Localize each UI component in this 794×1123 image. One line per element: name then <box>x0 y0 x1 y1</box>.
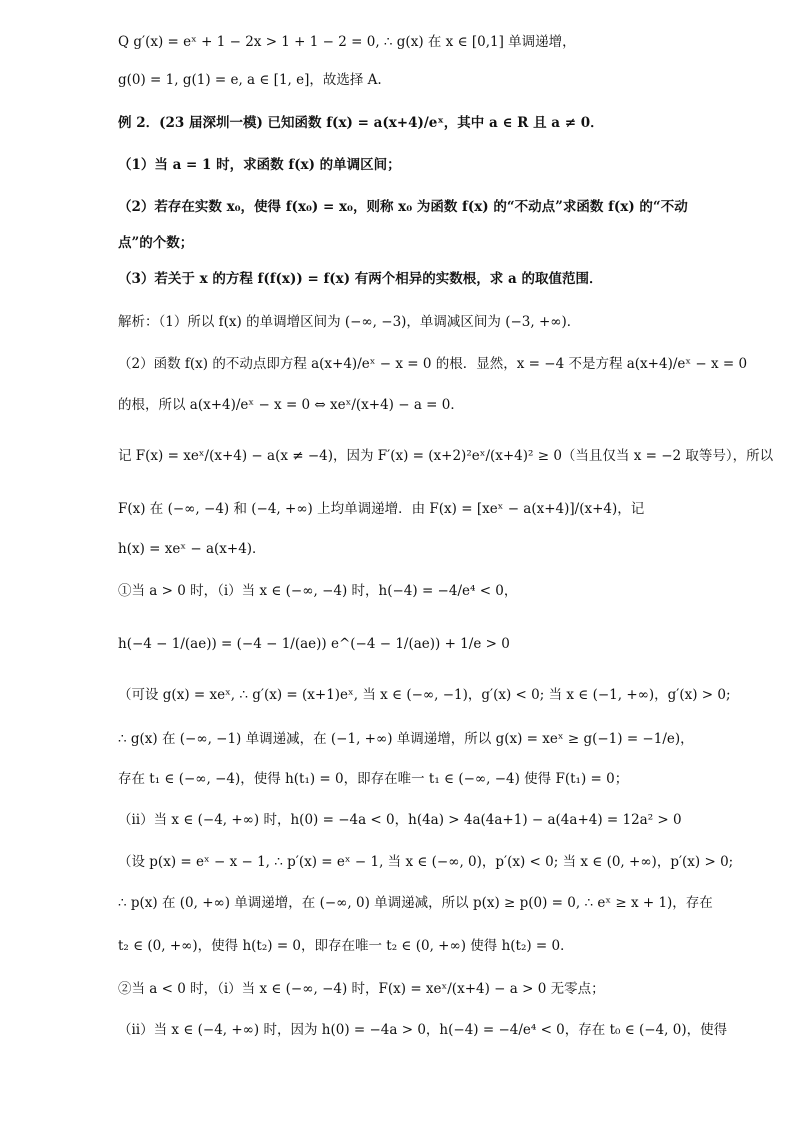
solution-line: h(x) = xeˣ − a(x+4)． <box>118 541 266 557</box>
solution-line: 的根，所以 a(x+4)/eˣ − x = 0 ⇔ xeˣ/(x+4) − a = 0． <box>118 397 464 413</box>
question-line: （1）当 a = 1 时，求函数 f(x) 的单调区间； <box>118 157 401 173</box>
example-heading: 例 2．(23 届深圳一模) 已知函数 f(x) = a(x+4)/eˣ，其中 a ∈ R 且 a ≠ 0． <box>118 115 604 131</box>
question-line: 点”的个数； <box>118 235 194 251</box>
question-line: （2）若存在实数 x₀，使得 f(x₀) = x₀，则称 x₀ 为函数 f(x) 的“不动点”求函数 f(x) 的“不动 <box>118 199 688 215</box>
solution-line: 记 F(x) = xeˣ/(x+4) − a(x ≠ −4)，因为 F′(x) = (x+2)²eˣ/(x+4)² ≥ 0（当且仅当 x = −2 取等号），所以 <box>118 448 774 464</box>
case-line: ①当 a > 0 时，（ⅰ）当 x ∈ (−∞, −4) 时，h(−4) = −4/e⁴ < 0， <box>118 583 518 599</box>
solution-line: （设 p(x) = eˣ − x − 1, ∴ p′(x) = eˣ − 1, 当 x ∈ (−∞, 0)，p′(x) < 0; 当 x ∈ (0, +∞)，p′(x) > 0; <box>118 854 734 870</box>
solution-line: （ⅱ）当 x ∈ (−4, +∞) 时，因为 h(0) = −4a > 0，h(−4) = −4/e⁴ < 0，存在 t₀ ∈ (−4, 0)，使得 <box>118 1022 728 1038</box>
text-line: Q g′(x) = eˣ + 1 − 2x > 1 + 1 − 2 = 0, ∴ g(x) 在 x ∈ [0,1] 单调递增， <box>118 34 576 50</box>
solution-line: h(−4 − 1/(ae)) = (−4 − 1/(ae)) e^(−4 − 1/(ae)) + 1/e > 0 <box>118 636 510 652</box>
text-line: g(0) = 1, g(1) = e, a ∈ [1, e]，故选择 A. <box>118 72 382 88</box>
solution-line: 解析：（1）所以 f(x) 的单调增区间为 (−∞, −3)，单调减区间为 (−3, +∞)． <box>118 314 581 330</box>
solution-line: （ⅱ）当 x ∈ (−4, +∞) 时，h(0) = −4a < 0，h(4a) > 4a(4a+1) − a(4a+4) = 12a² > 0 <box>118 812 682 828</box>
solution-line: （2）函数 f(x) 的不动点即方程 a(x+4)/eˣ − x = 0 的根．显然，x = −4 不是方程 a(x+4)/eˣ − x = 0 <box>118 356 748 372</box>
solution-line: F(x) 在 (−∞, −4) 和 (−4, +∞) 上均单调递增．由 F(x) = [xeˣ − a(x+4)]/(x+4)，记 <box>118 501 645 517</box>
solution-line: t₂ ∈ (0, +∞)，使得 h(t₂) = 0，即存在唯一 t₂ ∈ (0, +∞) 使得 h(t₂) = 0． <box>118 938 574 954</box>
solution-line: ∴ g(x) 在 (−∞, −1) 单调递减，在 (−1, +∞) 单调递增，所以 g(x) = xeˣ ≥ g(−1) = −1/e)， <box>118 731 694 747</box>
question-line: （3）若关于 x 的方程 f(f(x)) = f(x) 有两个相异的实数根，求 a 的取值范围． <box>118 271 603 287</box>
case-line: ②当 a < 0 时，（ⅰ）当 x ∈ (−∞, −4) 时，F(x) = xeˣ/(x+4) − a > 0 无零点； <box>118 981 605 997</box>
solution-line: ∴ p(x) 在 (0, +∞) 单调递增，在 (−∞, 0) 单调递减，所以 p(x) ≥ p(0) = 0, ∴ eˣ ≥ x + 1)，存在 <box>118 895 713 911</box>
solution-line: 存在 t₁ ∈ (−∞, −4)，使得 h(t₁) = 0，即存在唯一 t₁ ∈ (−∞, −4) 使得 F(t₁) = 0； <box>118 771 629 787</box>
solution-line: （可设 g(x) = xeˣ, ∴ g′(x) = (x+1)eˣ, 当 x ∈ (−∞, −1)，g′(x) < 0; 当 x ∈ (−1, +∞)，g′(x) > 0; <box>118 687 731 703</box>
